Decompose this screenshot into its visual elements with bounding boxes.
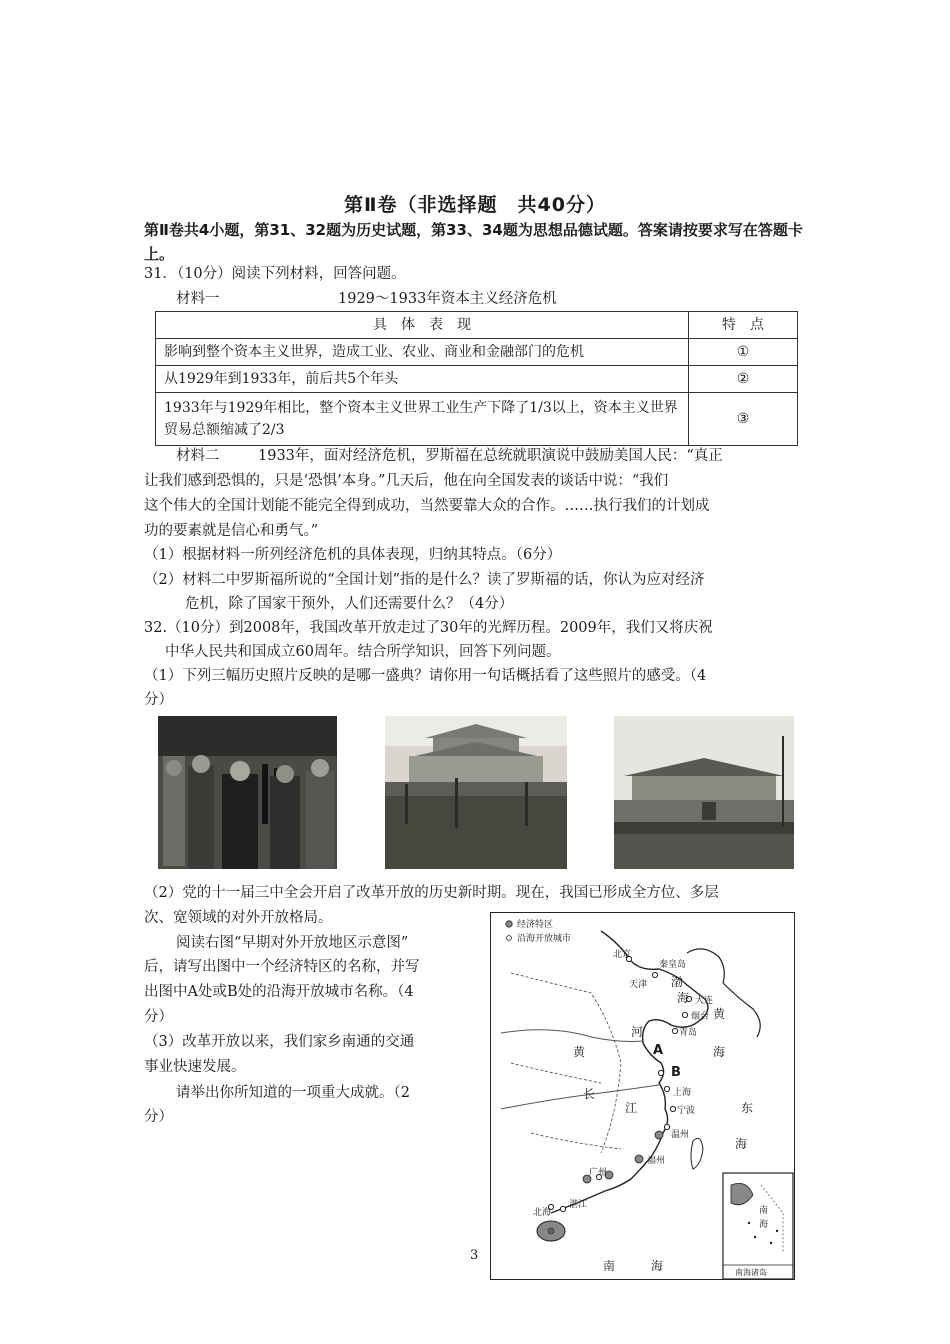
- table-cell-mark: ②: [689, 366, 798, 393]
- q32-sub3: 事业快速发展。: [144, 1059, 246, 1075]
- table-row: [156, 339, 798, 366]
- map-drawing: [491, 913, 794, 1279]
- map-label-dalian: 大连: [695, 996, 714, 1006]
- table-cell: 1933年与1929年相比，整个资本主义世界工业生产下降了1/3以上，资本主义世界贸易总额缩减了2/3: [156, 393, 689, 446]
- q31-intro: 31．（10分）阅读下列材料，回答问题。: [144, 266, 406, 282]
- q32-sub2: 次、宽领域的对外开放格局。: [144, 910, 333, 926]
- legend-sez: 经济特区: [517, 920, 554, 930]
- q32-intro: 中华人民共和国成立60周年。结合所学知识，回答下列问题。: [165, 644, 561, 660]
- map-label-qinhuangdao: 秦皇岛: [659, 960, 687, 970]
- q32-sub2-read: 分）: [144, 1009, 173, 1025]
- q32-sub2-read: 阅读右图“早期对外开放地区示意图”: [176, 935, 409, 951]
- q32-intro: 32.（10分）到2008年，我国改革开放走过了30年的光辉历程。2009年，我们又将庆祝: [144, 620, 713, 636]
- map-label-he: 河: [631, 1025, 644, 1039]
- map-label-fuzhou: 福州: [647, 1156, 666, 1166]
- map-label-zhanjiang: 湛江: [569, 1200, 588, 1210]
- material2-line: 让我们感到恐惧的，只是‘恐惧’本身。”几天后，他在向全国发表的谈话中说：“我们: [144, 473, 669, 489]
- q32-sub3-ask: 请举出你所知道的一项重大成就。（2: [176, 1085, 410, 1101]
- map-label-jiang: 江: [625, 1101, 638, 1115]
- map-label-nan: 南: [603, 1259, 616, 1273]
- map-label-huang2: 黄: [573, 1045, 586, 1059]
- map-label-tianjin: 天津: [629, 980, 648, 990]
- inset-label-hai: 海: [759, 1220, 769, 1230]
- q31-sub1: （1）根据材料一所列经济危机的具体表现，归纳其特点。（6分）: [144, 547, 562, 563]
- material2-label: 材料二: [176, 448, 220, 464]
- inset-label-nan: 南: [759, 1206, 769, 1216]
- material2-line: 功的要素就是信心和勇气。”: [144, 523, 319, 539]
- q32-sub2: （2）党的十一届三中全会开启了改革开放的历史新时期。现在，我国已形成全方位、多层: [144, 885, 719, 901]
- q32-sub2-read: 出图中A处或B处的沿海开放城市名称。（4: [144, 984, 414, 1000]
- q32-sub3: （3）改革开放以来，我们家乡南通的交通: [144, 1034, 415, 1050]
- table-cell-mark: ③: [689, 393, 798, 446]
- map-label-chang: 长: [583, 1087, 596, 1101]
- table-row: [156, 366, 798, 393]
- map-label-wenzhou: 温州: [671, 1130, 690, 1140]
- map-label-hai2: 海: [713, 1045, 726, 1059]
- map-label-shanghai: 上海: [673, 1088, 692, 1098]
- material2-line: 这个伟大的全国计划能不能完全得到成功，当然要靠大众的合作。……执行我们的计划成: [144, 498, 710, 514]
- table-cell-mark: ①: [689, 339, 798, 366]
- map-label-hai: 海: [677, 991, 690, 1005]
- page-number: 3: [470, 1248, 479, 1263]
- map-label-huang: 黄: [713, 1007, 726, 1021]
- table-cell: 影响到整个资本主义世界，造成工业、农业、商业和金融部门的危机: [156, 339, 689, 366]
- crisis-table: [155, 311, 798, 446]
- map-label-b: B: [671, 1065, 681, 1080]
- q32-sub2-read: 后，请写出图中一个经济特区的名称，并写: [144, 959, 420, 975]
- table-row: [156, 393, 798, 446]
- q31-sub2: 危机，除了国家干预外，人们还需要什么？（4分）: [185, 596, 514, 612]
- section-instructions: 第Ⅱ卷共4小题，第31、32题为历史试题，第33、34题为思想品德试题。答案请按要求写在答题卡上。: [144, 221, 803, 263]
- table-cell: 从1929年到1933年，前后共5个年头: [156, 366, 689, 393]
- section-title: 第Ⅱ卷（非选择题 共40分）: [344, 194, 606, 216]
- open-regions-map: [490, 912, 795, 1280]
- table-caption: 1929～1933年资本主义经济危机: [338, 291, 557, 307]
- photo-military-parade: [614, 716, 794, 869]
- table-header-row: [156, 312, 798, 339]
- material1-label: 材料一: [176, 291, 220, 307]
- table-header-cell: 特 点: [689, 312, 798, 339]
- map-label-ningbo: 宁波: [677, 1106, 696, 1116]
- map-label-bo: 渤: [671, 975, 684, 989]
- map-label-a: A: [653, 1043, 664, 1058]
- material2-line: 1933年，面对经济危机，罗斯福在总统就职演说中鼓励美国人民：“真正: [258, 448, 723, 464]
- photo-tiananmen-crowd: [385, 716, 567, 869]
- q32-sub3-ask: 分）: [144, 1109, 173, 1125]
- map-label-hai4: 海: [651, 1259, 664, 1273]
- inset-title: 南海诸岛: [735, 1268, 767, 1277]
- map-label-beijing: 北京: [613, 950, 632, 960]
- map-label-hai3: 海: [735, 1137, 748, 1151]
- map-label-beihai: 北海: [533, 1208, 552, 1218]
- q32-sub1: （1）下列三幅历史照片反映的是哪一盛典？请你用一句话概括看了这些照片的感受。（4: [144, 668, 707, 684]
- table-header-cell: 具 体 表 现: [156, 312, 689, 339]
- map-label-dong: 东: [741, 1101, 754, 1115]
- legend-open-city: 沿海开放城市: [517, 934, 572, 944]
- q31-sub2: （2）材料二中罗斯福所说的“全国计划”指的是什么？读了罗斯福的话，你认为应对经济: [144, 572, 705, 588]
- photo-founding-speech: [158, 716, 337, 869]
- map-label-guangzhou: 广州: [589, 1168, 608, 1178]
- q32-sub1: 分）: [144, 692, 173, 708]
- map-label-yantai: 烟台: [691, 1012, 710, 1022]
- map-label-qingdao: 青岛: [679, 1028, 698, 1038]
